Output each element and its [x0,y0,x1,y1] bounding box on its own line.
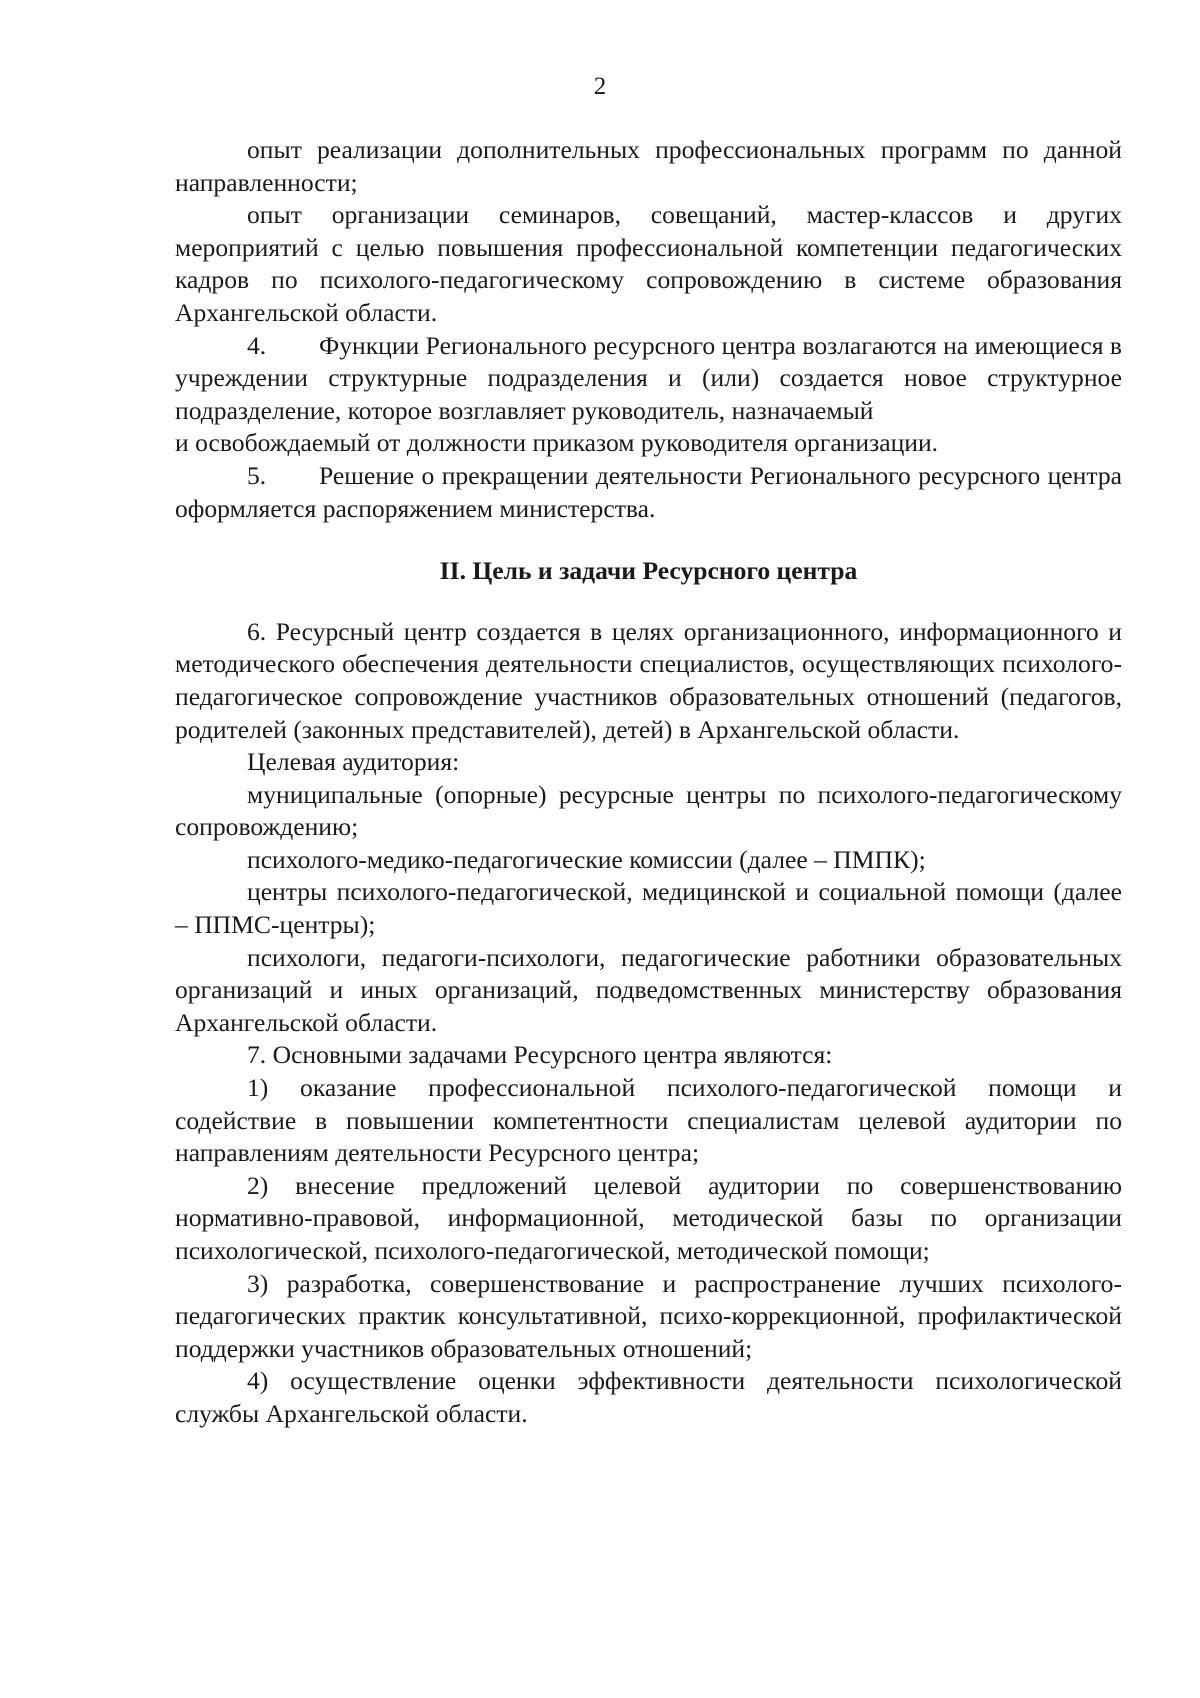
paragraph-item-5 [175,460,1122,525]
paragraph-task-3: 3) разработка, совершенствование и распространение лучших психолого-педагогических практик консультативной, психо-коррекционной, профилактической поддержки участников образовательных отношений; [175,1268,1122,1363]
paragraph-audience-municipal-centers: муниципальные (опорные) ресурсные центры по психолого-педагогическому сопровождению; [175,779,1122,842]
paragraph-task-2: 2) внесение предложений целевой аудитории по совершенствованию нормативно-правовой, информационной, методической базы по организации психологической, психолого-педагогической, методической помощи; [175,1170,1122,1265]
paragraph-experience-programs: опыт реализации дополнительных профессиональных программ по данной направленности; [175,135,1122,197]
paragraph-task-4: 4) осуществление оценки эффективности деятельности психологической службы Архангельской области. [175,1366,1122,1428]
paragraph-target-audience-label: Целевая аудитория: [247,747,460,777]
item-5-text: Решение о прекращении деятельности Регионального ресурсного центра оформляется распоряжением министерства. [175,460,1122,523]
paragraph-item-4 [175,330,1122,428]
paragraph-item-6: 6. Ресурсный центр создается в целях организационного, информационного и методического обеспечения деятельности специалистов, осуществляющих психолого-педагогическое сопровождение участников образовательных отношений (педагогов, родителей (законных представителей), детей) в Архангельской области. [175,616,1122,744]
paragraph-audience-pmpk: психолого-медико-педагогические комиссии (далее – ПМПК); [247,844,926,874]
section-heading: II. Цель и задачи Ресурсного центра [439,556,858,586]
paragraph-item-4-continuation: и освобождаемый от должности приказом руководителя организации. [175,428,939,458]
paragraph-audience-ppms-centers: центры психолого-педагогической, медицинской и социальной помощи (далее – ППМС-центры); [175,877,1122,940]
item-5-number: 5. [247,460,267,490]
item-4-number: 4. [247,330,267,360]
document-body [175,134,1122,1431]
paragraph-experience-seminars: опыт организации семинаров, совещаний, мастер-классов и других мероприятий с целью повышения профессиональной компетенции педагогических кадров по психолого-педагогическому сопровождению в системе образования Архангельской области. [175,200,1122,327]
paragraph-audience-psychologists: психологи, педагоги-психологи, педагогические работники образовательных организаций и иных организаций, подведомственных министерству образования Архангельской области. [175,942,1122,1037]
page-number: 2 [593,73,607,100]
item-4-text: Функции Регионального ресурсного центра возлагаются на имеющиеся в учреждении структурные подразделения и (или) создается новое структурное подразделение, которое возглавляет руководитель, назначаемый [175,330,1122,425]
paragraph-item-7: 7. Основными задачами Ресурсного центра являются: [247,1040,833,1070]
paragraph-task-1: 1) оказание профессиональной психолого-педагогической помощи и содействие в повышении компетентности специалистам целевой аудитории по направлениям деятельности Ресурсного центра; [175,1073,1122,1168]
